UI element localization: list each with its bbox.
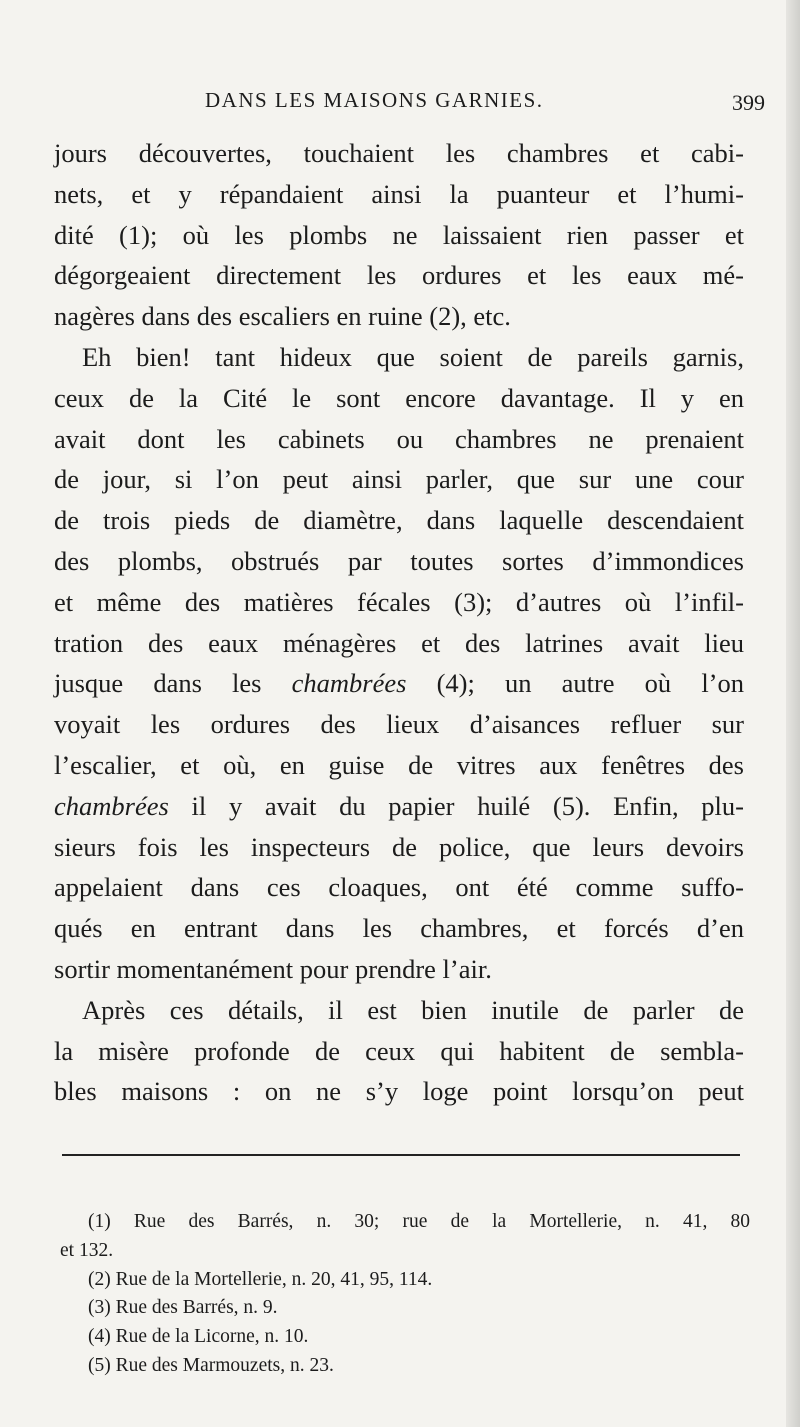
- text-line: appelaient dans ces cloaques, ont été comme suffo-: [54, 872, 744, 903]
- italic-term: chambrées: [54, 790, 169, 821]
- text-line: Après ces détails, il est bien inutile de parler de: [82, 994, 744, 1025]
- text-fragment: (4); un autre où l’on: [436, 668, 745, 699]
- text-line: de trois pieds de diamètre, dans laquelle descendaient: [54, 505, 744, 536]
- italic-term: chambrées: [291, 668, 407, 699]
- footnote: (3) Rue des Barrés, n. 9.: [88, 1297, 278, 1319]
- page-header: [205, 88, 765, 124]
- text-line: bles maisons : on ne s’y loge point lorsqu’on peut: [54, 1076, 744, 1107]
- text-line: l’escalier, et où, en guise de vitres aux fenêtres des: [54, 749, 744, 780]
- text-line: [54, 663, 744, 704]
- text-line: jours découvertes, touchaient les chambres et cabi-: [54, 138, 744, 168]
- page-number: 399: [732, 90, 765, 115]
- running-head: DANS LES MAISONS GARNIES.: [205, 88, 544, 112]
- text-line: ceux de la Cité le sont encore davantage. Il y en: [54, 382, 744, 413]
- footnotes: [60, 1208, 750, 1381]
- footnote: (2) Rue de la Mortellerie, n. 20, 41, 95, 114.: [88, 1268, 433, 1290]
- text-line: voyait les ordures des lieux d’aisances refluer sur: [54, 709, 744, 740]
- text-line: sieurs fois les inspecteurs de police, que leurs devoirs: [54, 831, 744, 862]
- page-edge-shadow: [786, 0, 800, 1427]
- footnote-continuation: et 132.: [60, 1239, 114, 1261]
- text-line: la misère profonde de ceux qui habitent de sembla-: [54, 1035, 744, 1066]
- text-fragment: il y avait du papier huilé (5). Enfin, plu-: [191, 790, 744, 821]
- text-line: de jour, si l’on peut ainsi parler, que sur une cour: [54, 464, 744, 495]
- text-line: des plombs, obstrués par toutes sortes d’immondices: [54, 545, 744, 576]
- body-text: [54, 133, 744, 1112]
- text-fragment: jusque dans les: [54, 668, 262, 699]
- footnote-divider: [62, 1154, 740, 1156]
- text-line: et même des matières fécales (3); d’autres où l’infil-: [54, 586, 744, 617]
- text-line: qués en entrant dans les chambres, et forcés d’en: [54, 913, 744, 944]
- text-line: dégorgeaient directement les ordures et les eaux mé-: [54, 260, 744, 291]
- text-line: nets, et y répandaient ainsi la puanteur et l’humi-: [54, 178, 744, 209]
- text-line: [54, 786, 744, 827]
- text-line: Eh bien! tant hideux que soient de pareils garnis,: [82, 341, 744, 372]
- text-line: dité (1); où les plombs ne laissaient rien passer et: [54, 219, 744, 250]
- footnote: (5) Rue des Marmouzets, n. 23.: [88, 1354, 334, 1376]
- text-line: nagères dans des escaliers en ruine (2), etc.: [54, 301, 511, 332]
- text-line: sortir momentanément pour prendre l’air.: [54, 953, 492, 984]
- footnote: (1) Rue des Barrés, n. 30; rue de la Mortellerie, n. 41, 80: [88, 1211, 750, 1232]
- text-line: avait dont les cabinets ou chambres ne prenaient: [54, 423, 744, 454]
- footnote: (4) Rue de la Licorne, n. 10.: [88, 1326, 309, 1348]
- text-line: tration des eaux ménagères et des latrines avait lieu: [54, 627, 744, 658]
